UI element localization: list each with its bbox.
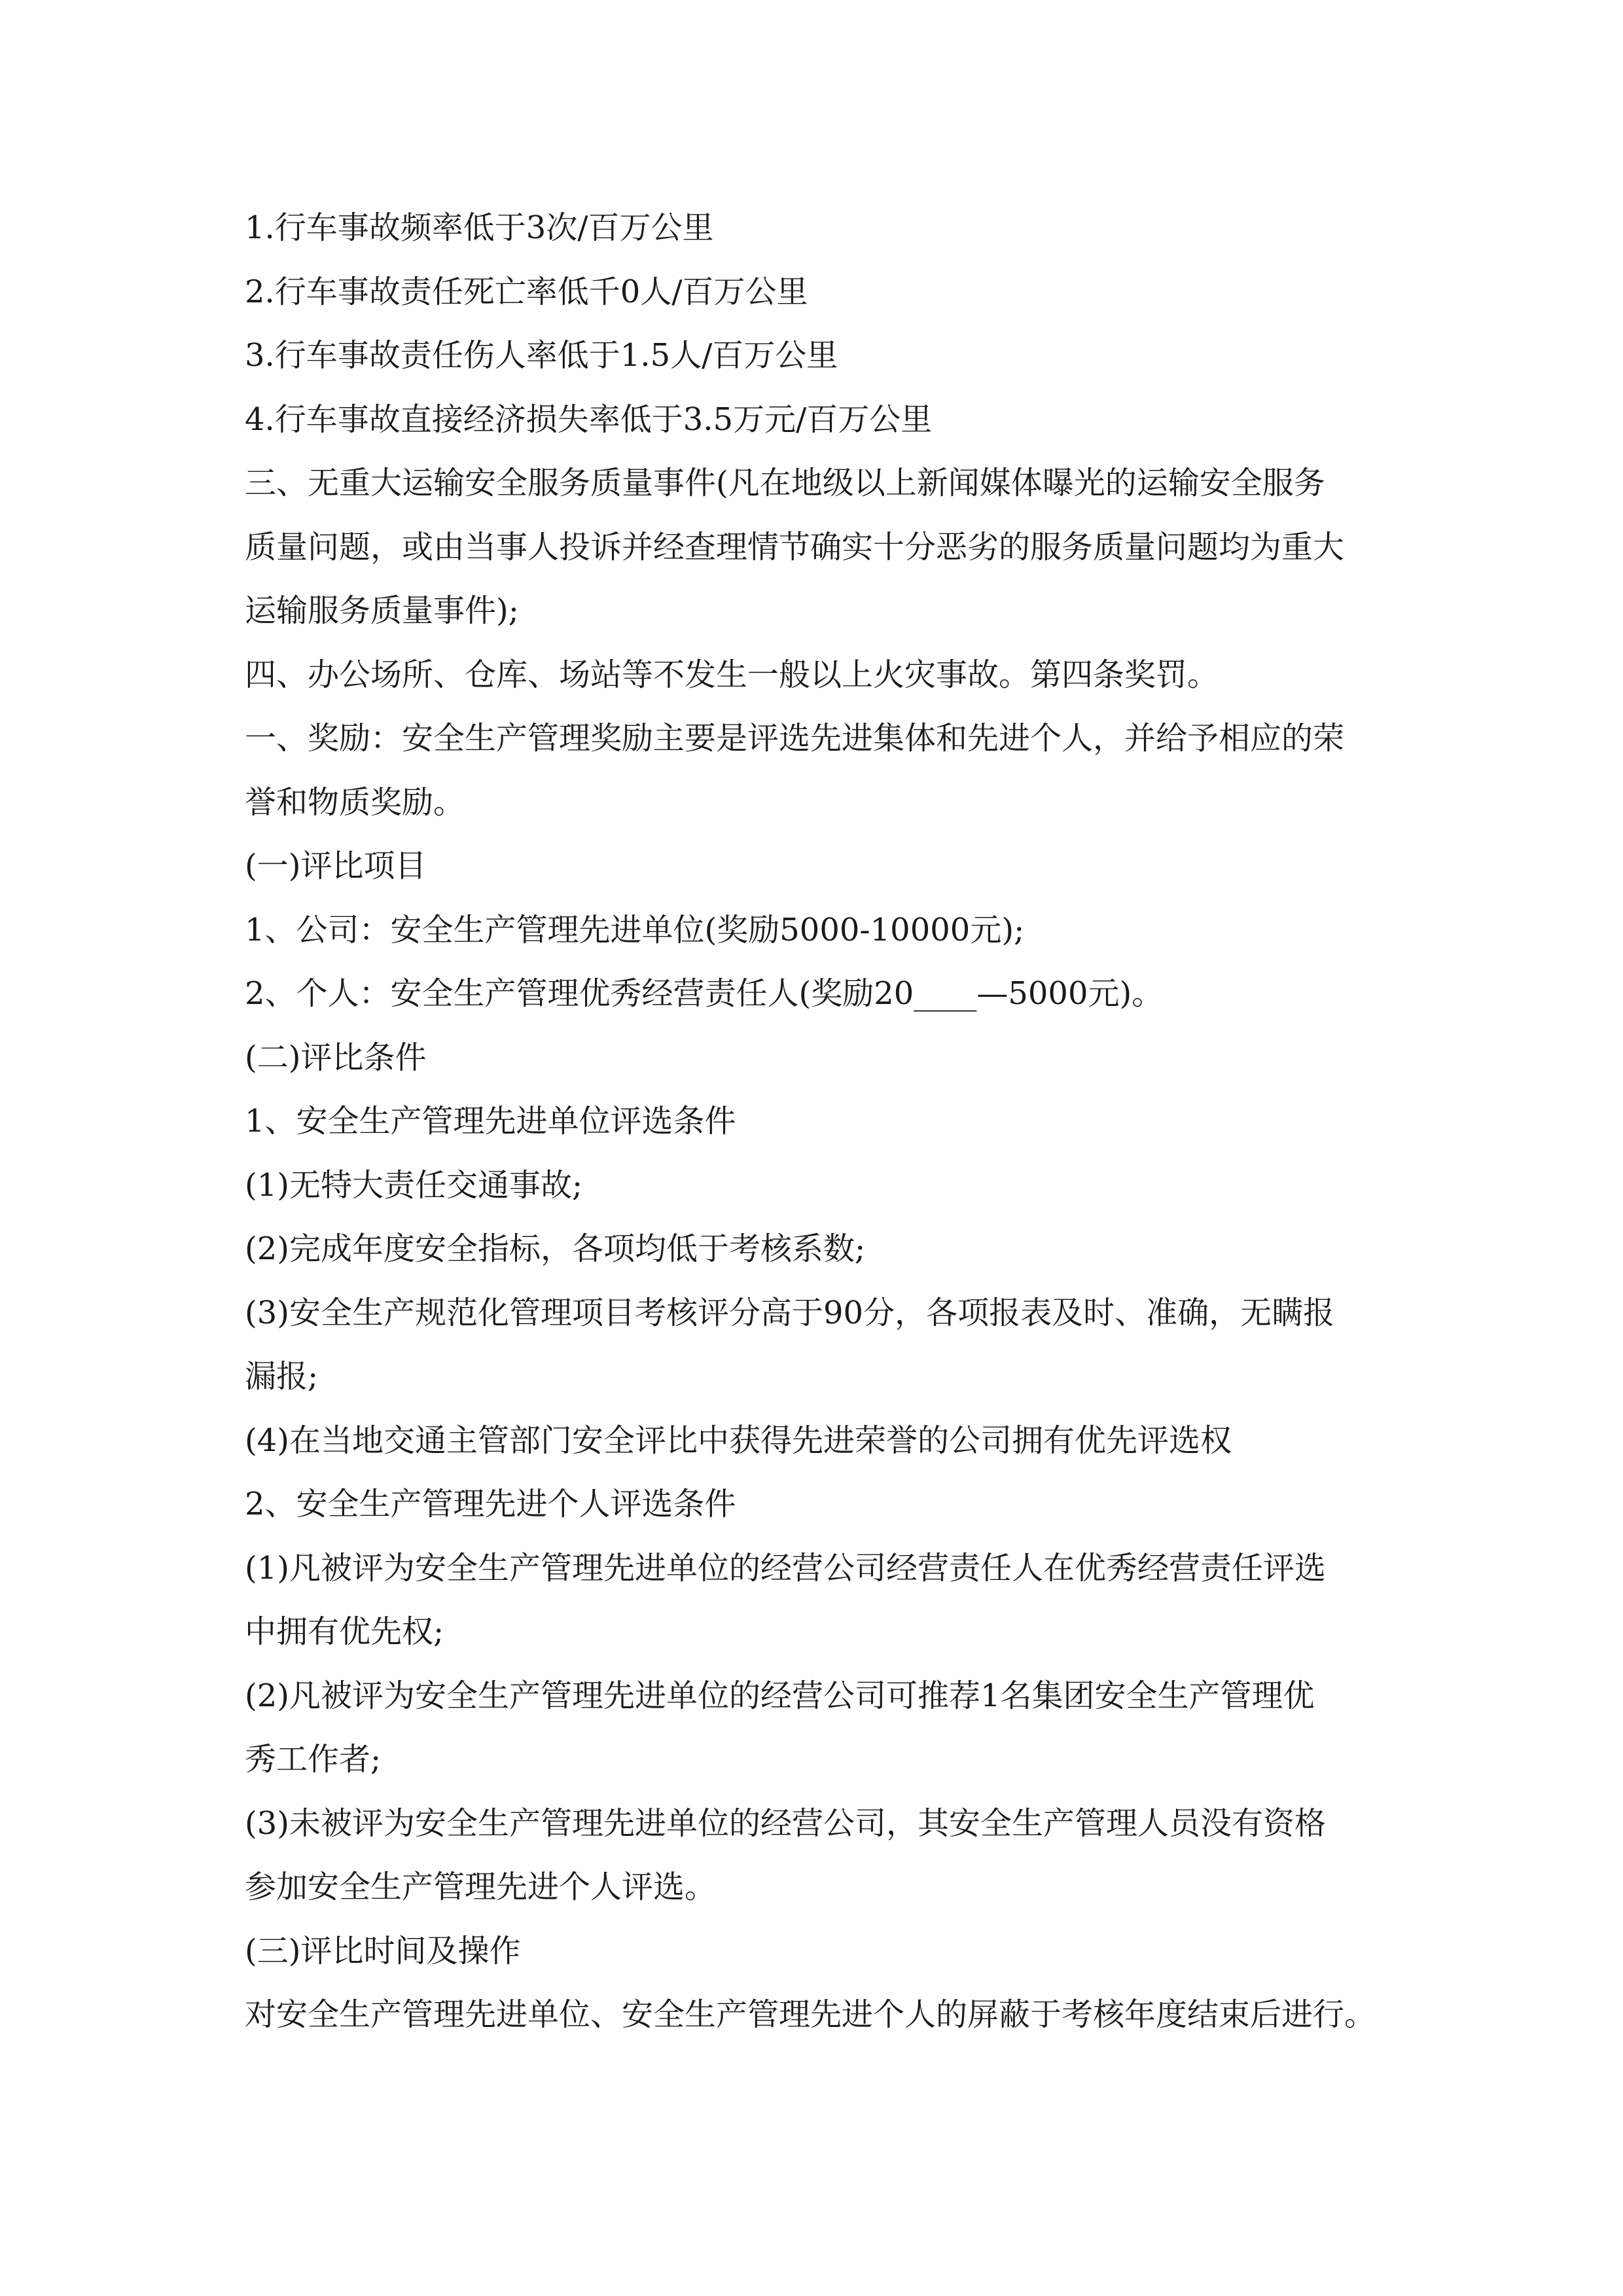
paragraph-line: (三)评比时间及操作 xyxy=(245,1932,521,1969)
paragraph-continuation-line: 漏报; xyxy=(245,1358,319,1395)
paragraph-continuation-line: 参加安全生产管理先进个人评选。 xyxy=(245,1869,717,1905)
paragraph-continuation-line: 运输服务质量事件); xyxy=(245,592,519,629)
paragraph-line: 1、安全生产管理先进单位评选条件 xyxy=(245,1103,736,1139)
paragraph-line: 对安全生产管理先进单位、安全生产管理先进个人的屏蔽于考核年度结束后进行。 xyxy=(245,1996,1376,2033)
paragraph-continuation-line: 誉和物质奖励。 xyxy=(245,783,465,821)
paragraph-line: (1)凡被评为安全生产管理先进单位的经营公司经营责任人在优秀经营责任评选 xyxy=(245,1549,1326,1587)
paragraph-line: (二)评比条件 xyxy=(245,1039,427,1076)
paragraph-line: 4.行车事故直接经济损失率低于3.5万元/百万公里 xyxy=(245,401,933,438)
paragraph-line: 2、安全生产管理先进个人评选条件 xyxy=(245,1486,736,1522)
paragraph-line: (2)凡被评为安全生产管理先进单位的经营公司可推荐1名集团安全生产管理优 xyxy=(245,1677,1315,1714)
paragraph-continuation-line: 中拥有优先权; xyxy=(245,1613,444,1650)
paragraph-line: 1、公司：安全生产管理先进单位(奖励5000-10000元); xyxy=(245,911,1025,948)
document-body xyxy=(245,196,1397,2047)
paragraph-line: (2)完成年度安全指标，各项均低于考核系数; xyxy=(245,1230,866,1267)
paragraph-line: 三、无重大运输安全服务质量事件(凡在地级以上新闻媒体曝光的运输安全服务 xyxy=(245,465,1325,501)
paragraph-line: 3.行车事故责任伤人率低于1.5人/百万公里 xyxy=(245,337,838,374)
paragraph-line: (4)在当地交通主管部门安全评比中获得先进荣誉的公司拥有优先评选权 xyxy=(245,1422,1232,1459)
paragraph-line: (1)无特大责任交通事故; xyxy=(245,1166,583,1204)
paragraph-continuation-line: 质量问题，或由当事人投诉并经查理情节确实十分恶劣的服务质量问题均为重大 xyxy=(245,528,1345,565)
paragraph-line: (一)评比项目 xyxy=(245,848,427,884)
paragraph-line: 1.行车事故频率低于3次/百万公里 xyxy=(245,209,714,246)
paragraph-line: 四、办公场所、仓库、场站等不发生一般以上火灾事故。第四条奖罚。 xyxy=(245,656,1219,693)
paragraph-line: (3)安全生产规范化管理项目考核评分高于90分，各项报表及时、准确，无瞒报 xyxy=(245,1294,1335,1331)
paragraph-line: (3)未被评为安全生产管理先进单位的经营公司，其安全生产管理人员没有资格 xyxy=(245,1804,1326,1842)
paragraph-line: 2.行车事故责任死亡率低千0人/百万公里 xyxy=(245,273,808,310)
paragraph-line: 2、个人：安全生产管理优秀经营责任人(奖励20____—5000元)。 xyxy=(245,975,1164,1012)
paragraph-line: 一、奖励：安全生产管理奖励主要是评选先进集体和先进个人，并给予相应的荣 xyxy=(245,720,1345,757)
paragraph-continuation-line: 秀工作者; xyxy=(245,1741,382,1778)
